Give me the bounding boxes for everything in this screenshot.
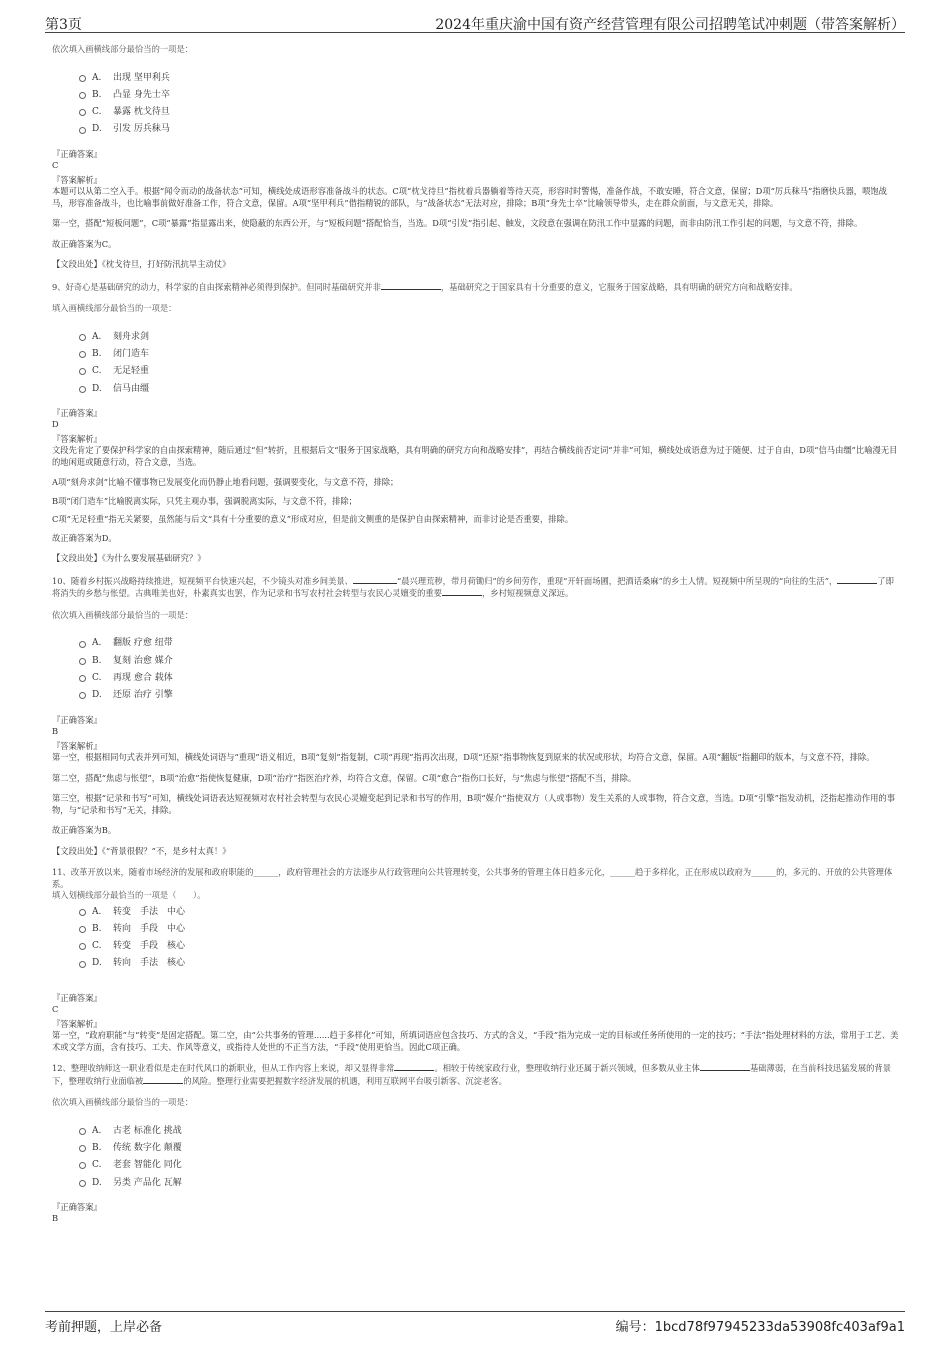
option-letter: A. bbox=[92, 906, 102, 917]
answer-label: 『正确答案』 bbox=[52, 992, 102, 1003]
answer-label: 『正确答案』 bbox=[52, 1201, 102, 1212]
q8-option-d[interactable] bbox=[79, 121, 900, 138]
q9-option-d[interactable] bbox=[79, 381, 900, 398]
q12-option-d[interactable] bbox=[79, 1175, 900, 1192]
q11-option-b[interactable] bbox=[79, 921, 900, 938]
stem-text: 12、整理收纳师这一职业看似是走在时代风口的新职业，但从工作内容上来说，却又显得非常 bbox=[52, 1063, 395, 1074]
option-letter: B. bbox=[92, 1143, 102, 1154]
fill-blank bbox=[837, 575, 877, 584]
option-letter: D. bbox=[92, 383, 102, 394]
radio-icon[interactable] bbox=[79, 368, 86, 375]
option-letter: C. bbox=[92, 366, 102, 377]
q8-option-b[interactable] bbox=[79, 87, 900, 104]
option-letter: B. bbox=[92, 348, 102, 359]
option-text: 转向 手法 核心 bbox=[113, 958, 186, 969]
radio-icon[interactable] bbox=[79, 1128, 86, 1135]
stem-text: “晨兴理荒秽，带月荷锄归”的乡间劳作，重现“开轩面场圃，把酒话桑麻”的乡土人情。短视频中所呈现的“向往的生活”， bbox=[396, 575, 838, 586]
q9-options bbox=[79, 329, 900, 398]
answer-label: 『正确答案』 bbox=[52, 148, 102, 159]
q12-options bbox=[79, 1123, 900, 1192]
radio-icon[interactable] bbox=[79, 943, 86, 950]
analysis-paragraph: A项“刻舟求剑”比喻不懂事物已发展变化而仍静止地看问题，强调要变化，与文意不符，排除； bbox=[52, 477, 399, 488]
radio-icon[interactable] bbox=[79, 386, 86, 393]
analysis-label: 『答案解析』 bbox=[52, 740, 102, 751]
q8-options bbox=[79, 70, 900, 139]
analysis-paragraph: 第一空，根据相同句式表并列可知，横线处词语与“重现”语义相近，B项“复刻”指复制，C项“再现”指再次出现，D项“还原”指事物恢复到原来的状况或形状，均符合文意，保留。A项“翻版”指翻印的版本，与文意不符，排除。 bbox=[52, 752, 875, 763]
radio-icon[interactable] bbox=[79, 909, 86, 916]
fill-blank bbox=[143, 1075, 183, 1084]
option-text: 转变 手段 核心 bbox=[113, 941, 186, 952]
source-citation: 【文段出处】《“背景很假？”不，是乡村太真！》 bbox=[52, 845, 231, 856]
option-text: 复刻 治愈 媒介 bbox=[113, 655, 173, 666]
radio-icon[interactable] bbox=[79, 334, 86, 341]
option-text: 还原 治疗 引擎 bbox=[113, 690, 173, 701]
answer-label: 『正确答案』 bbox=[52, 407, 102, 418]
q12-option-c[interactable] bbox=[79, 1157, 900, 1174]
q10-option-a[interactable] bbox=[79, 635, 900, 652]
stem-text: 10、随着乡村振兴战略持续推进，短视频平台快速兴起，不少镜头对准乡间美景、 bbox=[52, 575, 353, 586]
stem-text: 9、好奇心是基础研究的动力，科学家的自由探索精神必须得到保护。但同时基础研究并非 bbox=[52, 281, 381, 292]
option-text: 出现 坚甲利兵 bbox=[113, 72, 170, 83]
analysis-paragraph: 文段先肯定了要保护科学家的自由探索精神，随后通过“但”转折，且根据后文“服务于国家战略，具有明确的研究方向和战略安排”，再结合横线前否定词“并非”可知，横线处成语意为过于随便、过于自由，D项“信马由缰”比喻漫无目的地闲逛或随意行动，符合文意，当选。 bbox=[52, 445, 898, 467]
option-text: 暴露 枕戈待旦 bbox=[113, 107, 170, 118]
radio-icon[interactable] bbox=[79, 641, 86, 648]
q12-option-b[interactable] bbox=[79, 1140, 900, 1157]
radio-icon[interactable] bbox=[79, 658, 86, 665]
answer-value: D bbox=[52, 419, 59, 430]
q11-option-a[interactable] bbox=[79, 904, 900, 921]
option-text: 传统 数字化 颠覆 bbox=[113, 1143, 182, 1154]
radio-icon[interactable] bbox=[79, 926, 86, 933]
option-letter: B. bbox=[92, 923, 102, 934]
option-text: 转向 手段 中心 bbox=[113, 923, 186, 934]
option-letter: B. bbox=[92, 89, 102, 100]
q11-stem: 11、改革开放以来，随着市场经济的发展和政府职能的______，政府管理社会的方法逐步从行政管理向公共管理转变，公共事务的管理主体日趋多元化，______趋于多样化，正在形成以政府为______的，多元的、开放的公共管理体系。 bbox=[52, 867, 893, 889]
q9-option-a[interactable] bbox=[79, 329, 900, 346]
q8-prompt: 依次填入画横线部分最恰当的一项是： bbox=[52, 44, 194, 54]
option-text: 另类 产品化 瓦解 bbox=[113, 1177, 182, 1188]
option-text: 信马由缰 bbox=[113, 383, 150, 394]
option-letter: D. bbox=[92, 124, 102, 135]
option-text: 翻版 疗愈 纽带 bbox=[113, 638, 173, 649]
radio-icon[interactable] bbox=[79, 1180, 86, 1187]
fill-blank bbox=[381, 281, 441, 290]
q10-prompt: 依次填入画横线部分最恰当的一项是： bbox=[52, 609, 194, 620]
option-letter: D. bbox=[92, 690, 102, 701]
option-text: 刻舟求剑 bbox=[113, 331, 150, 342]
q11-option-d[interactable] bbox=[79, 955, 900, 972]
q12-prompt: 依次填入画横线部分最恰当的一项是： bbox=[52, 1097, 194, 1108]
radio-icon[interactable] bbox=[79, 1145, 86, 1152]
option-letter: A. bbox=[92, 331, 102, 342]
q10-options bbox=[79, 635, 900, 704]
q10-option-d[interactable] bbox=[79, 687, 900, 704]
q10-option-c[interactable] bbox=[79, 670, 900, 687]
stem-text: 。相较于传统家政行业，整理收纳行业还属于新兴领域，但多数从业主体 bbox=[434, 1063, 700, 1074]
radio-icon[interactable] bbox=[79, 75, 86, 82]
q11-prompt: 填入划横线部分最恰当的一项是（ ）。 bbox=[52, 890, 206, 901]
stem-text: 基础薄弱，在当前科技迅猛发展的背景下，整理收纳行业面临被 bbox=[52, 1063, 892, 1086]
answer-value: B bbox=[52, 726, 59, 737]
q11-options bbox=[79, 904, 900, 973]
answer-value: C bbox=[52, 160, 59, 171]
option-letter: D. bbox=[92, 958, 102, 969]
page-footer bbox=[45, 1311, 905, 1336]
answer-label: 『正确答案』 bbox=[52, 714, 102, 725]
fill-blank bbox=[394, 1062, 434, 1071]
analysis-paragraph: 本题可以从第二空入手。根据“闻令而动的战备状态”可知，横线处成语形容准备战斗的状态。C项“枕戈待旦”指枕着兵器躺着等待天亮，形容时时警惕，准备作战，不敢安睡，符合文意，保留；D项“厉兵秣马”指磨快兵器，喂饱战马，形容准备战斗，也比喻事前做好准备工作，符合文意，保留。A项“坚甲利兵”借指精锐的部队，与“战备状态”无法对应，排除；B项“身先士卒”比喻领导带头，走在群众前面，与文意无关，排除。 bbox=[52, 186, 887, 208]
option-text: 闭门造车 bbox=[113, 348, 150, 359]
option-text: 无足轻重 bbox=[113, 366, 150, 377]
radio-icon[interactable] bbox=[79, 92, 86, 99]
option-letter: A. bbox=[92, 638, 102, 649]
answer-value: B bbox=[52, 1213, 59, 1224]
analysis-conclusion: 故正确答案为C。 bbox=[52, 238, 117, 249]
option-letter: A. bbox=[92, 1125, 102, 1136]
stem-text: 了即将消失的乡愁与怅望。古典唯美也好，朴素真实也罢，作为记录和书写农村社会转型与农民心灵嬗变的重要 bbox=[52, 575, 894, 599]
source-citation: 【文段出处】《为什么要发展基础研究？》 bbox=[52, 553, 206, 564]
fill-blank bbox=[442, 587, 482, 596]
option-letter: B. bbox=[92, 655, 102, 666]
q11-option-c[interactable] bbox=[79, 938, 900, 955]
analysis-paragraph: 第二空，搭配“焦虑与怅望”，B项“治愈”指使恢复健康，D项“治疗”指医治疗养，均符合文意，保留。C项“愈合”指伤口长好，与“焦虑与怅望”搭配不当，排除。 bbox=[52, 772, 637, 783]
analysis-paragraph: C项“无足轻重”指无关紧要，虽然能与后文“具有十分重要的意义”形成对应，但是前文侧重的是保护自由探索精神，而非讨论是否重要，排除。 bbox=[52, 514, 574, 525]
q9-option-b[interactable] bbox=[79, 346, 900, 363]
option-letter: C. bbox=[92, 1160, 102, 1171]
q10-option-b[interactable] bbox=[79, 653, 900, 670]
radio-icon[interactable] bbox=[79, 961, 86, 968]
option-text: 再现 愈合 载体 bbox=[113, 672, 173, 683]
radio-icon[interactable] bbox=[79, 675, 86, 682]
option-text: 转变 手法 中心 bbox=[113, 906, 186, 917]
stem-text: 的风险。整理行业需要把握数字经济发展的机遇，利用互联网平台吸引新客、沉淀老客。 bbox=[183, 1075, 507, 1086]
option-text: 古老 标准化 挑战 bbox=[113, 1125, 182, 1136]
page-header bbox=[45, 12, 905, 33]
option-letter: C. bbox=[92, 107, 102, 118]
document-title: 2024年重庆渝中国有资产经营管理有限公司招聘笔试冲刺题（带答案解析） bbox=[435, 17, 905, 33]
stem-text: ，乡村短视频意义深远。 bbox=[481, 588, 574, 599]
radio-icon[interactable] bbox=[79, 127, 86, 134]
analysis-label: 『答案解析』 bbox=[52, 433, 102, 444]
q9-stem bbox=[52, 281, 900, 294]
stem-text: ，基础研究之于国家具有十分重要的意义，它服务于国家战略，具有明确的研究方向和战略安排。 bbox=[440, 281, 798, 292]
radio-icon[interactable] bbox=[79, 1162, 86, 1169]
analysis-label: 『答案解析』 bbox=[52, 174, 102, 185]
option-text: 引发 厉兵秣马 bbox=[113, 124, 170, 135]
analysis-paragraph: B项“闭门造车”比喻脱离实际，只凭主观办事，强调脱离实际，与文意不符，排除； bbox=[52, 495, 357, 506]
q8-option-a[interactable] bbox=[79, 70, 900, 87]
radio-icon[interactable] bbox=[79, 692, 86, 699]
q10-stem bbox=[52, 575, 900, 600]
q12-option-a[interactable] bbox=[79, 1123, 900, 1140]
answer-value: C bbox=[52, 1004, 59, 1015]
q12-stem bbox=[52, 1062, 900, 1087]
radio-icon[interactable] bbox=[79, 351, 86, 358]
analysis-paragraph: 第一空，搭配“短板问题”，C项“暴露”指显露出来，使隐蔽的东西公开，与“短板问题”搭配恰当，当选。D项“引发”指引起、触发，文段意在强调在防汛工作中显露的问题，而非由防汛工作引起的问题，与文意不符，排除。 bbox=[52, 218, 863, 229]
analysis-label: 『答案解析』 bbox=[52, 1018, 102, 1029]
document-body bbox=[52, 44, 900, 1228]
radio-icon[interactable] bbox=[79, 109, 86, 116]
q8-option-c[interactable] bbox=[79, 104, 900, 121]
source-citation: 【文段出处】《枕戈待旦，打好防汛抗旱主动仗》 bbox=[52, 259, 231, 270]
fill-blank bbox=[700, 1062, 750, 1071]
analysis-conclusion: 故正确答案为B。 bbox=[52, 825, 117, 836]
option-letter: D. bbox=[92, 1177, 102, 1188]
analysis-conclusion: 故正确答案为D。 bbox=[52, 532, 117, 543]
option-text: 凸显 身先士卒 bbox=[113, 89, 170, 100]
q9-prompt: 填入画横线部分最恰当的一项是： bbox=[52, 303, 177, 314]
analysis-paragraph: 第一空，“政府职能”与“转变”是固定搭配。第二空，由“公共事务的管理......趋于多样化”可知，所填词语应包含技巧、方式的含义，“手段”指为完成一定的目标或任务所使用的一定的技巧；“手法”指处理材料的方法，常用于工艺、美术或文学方面，含有技巧、工夫、作风等意义，或指待人处世的不正当方法，“手段”使用更恰当。因此C项正确。 bbox=[52, 1030, 899, 1052]
option-letter: A. bbox=[92, 72, 102, 83]
fill-blank bbox=[353, 575, 397, 584]
analysis-paragraph: 第三空，根据“记录和书写”可知，横线处词语表达短视频对农村社会转型与农民心灵嬗变起到记录和书写的作用，B项“媒介”指使双方（人或事物）发生关系的人或事物，符合文意，当选。D项“引擎”指发动机，泛指起推动作用的事物，与“记录和书写”无关，排除。 bbox=[52, 793, 896, 815]
page-number: 第3页 bbox=[45, 17, 82, 33]
option-letter: C. bbox=[92, 941, 102, 952]
option-letter: C. bbox=[92, 672, 102, 683]
q9-option-c[interactable] bbox=[79, 363, 900, 380]
document-id: 编号：1bcd78f97945233da53908fc403af9a1 bbox=[615, 1320, 905, 1335]
footer-slogan: 考前押题，上岸必备 bbox=[45, 1320, 163, 1335]
option-text: 老套 智能化 同化 bbox=[113, 1160, 182, 1171]
